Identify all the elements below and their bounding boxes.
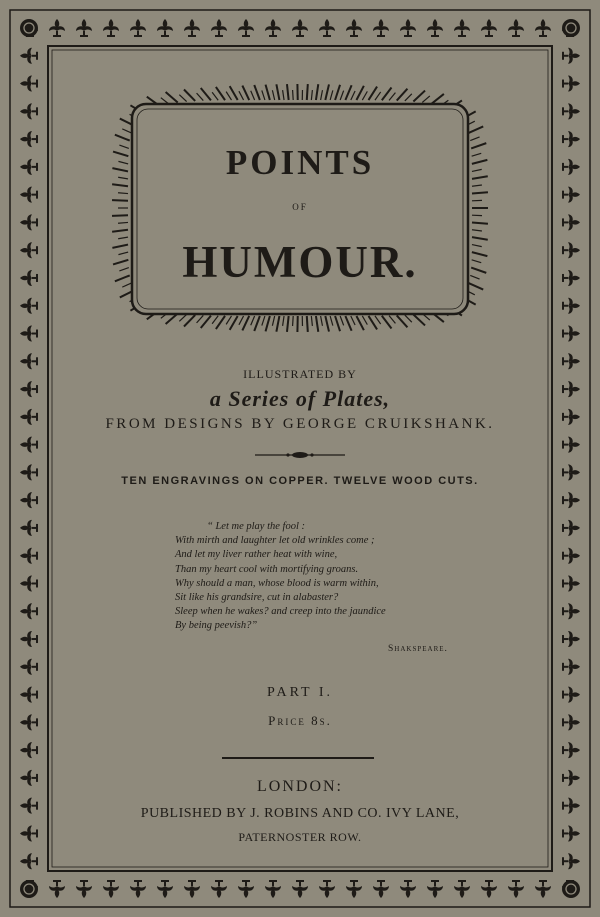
border-motif-icon bbox=[562, 187, 580, 203]
border-motif-icon bbox=[535, 880, 551, 898]
border-motif-icon bbox=[76, 880, 92, 898]
border-motif-icon bbox=[292, 19, 308, 37]
border-motif-icon bbox=[562, 603, 580, 619]
border-motif-icon bbox=[346, 19, 362, 37]
border-motif-icon bbox=[20, 103, 38, 119]
border-motif-icon bbox=[562, 103, 580, 119]
border-motif-icon bbox=[157, 19, 173, 37]
border-motif-icon bbox=[265, 880, 281, 898]
border-motif-icon bbox=[20, 437, 38, 453]
epigraph-line: Than my heart cool with mortifying groans. bbox=[175, 563, 359, 575]
border-motif-icon bbox=[184, 880, 200, 898]
designs-by: FROM DESIGNS BY GEORGE CRUIKSHANK. bbox=[105, 416, 495, 432]
epigraph-line: Sit like his grandsire, cut in alabaster? bbox=[175, 592, 339, 604]
border-motif-icon bbox=[481, 880, 497, 898]
border-motif-icon bbox=[427, 19, 443, 37]
imprint-street: PATERNOSTER ROW. bbox=[238, 830, 362, 844]
border-motif-icon bbox=[265, 19, 281, 37]
border-motif-icon bbox=[562, 214, 580, 230]
border-motif-icon bbox=[562, 631, 580, 647]
border-motif-icon bbox=[562, 492, 580, 508]
title-line-1: POINTS bbox=[225, 143, 375, 182]
border-motif-icon bbox=[20, 853, 38, 869]
border-motif-icon bbox=[20, 603, 38, 619]
border-motif-icon bbox=[562, 548, 580, 564]
border-motif-icon bbox=[562, 437, 580, 453]
border-motif-icon bbox=[508, 880, 524, 898]
border-motif-icon bbox=[130, 880, 146, 898]
border-motif-icon bbox=[454, 880, 470, 898]
border-motif-icon bbox=[562, 853, 580, 869]
border-motif-icon bbox=[400, 880, 416, 898]
border-motif-icon bbox=[20, 76, 38, 92]
title-of: OF bbox=[292, 202, 308, 212]
part-number: PART I. bbox=[266, 685, 334, 700]
border-motif-icon bbox=[20, 298, 38, 314]
border-motif-icon bbox=[292, 880, 308, 898]
epigraph-author: Shakspeare. bbox=[388, 644, 448, 654]
border-motif-icon bbox=[373, 880, 389, 898]
epigraph-line: By being peevish?” bbox=[175, 620, 258, 632]
title-line-2: HUMOUR. bbox=[182, 237, 418, 287]
border-motif-icon bbox=[211, 880, 227, 898]
border-motif-icon bbox=[103, 19, 119, 37]
epigraph bbox=[175, 520, 465, 634]
border-motif-icon bbox=[20, 520, 38, 536]
epigraph-line: Sleep when he wakes? and creep into the jaundice bbox=[175, 606, 386, 618]
border-motif-icon bbox=[20, 742, 38, 758]
border-motif-icon bbox=[20, 187, 38, 203]
border-motif-icon bbox=[535, 19, 551, 37]
border-motif-icon bbox=[20, 214, 38, 230]
border-motif-icon bbox=[157, 880, 173, 898]
price: Price 8s. bbox=[268, 713, 332, 728]
border-motif-icon bbox=[319, 880, 335, 898]
border-motif-icon bbox=[238, 19, 254, 37]
border-motif-icon bbox=[373, 19, 389, 37]
border-motif-icon bbox=[454, 19, 470, 37]
epigraph-line: With mirth and laughter let old wrinkles come ; bbox=[175, 535, 375, 547]
border-motif-icon bbox=[238, 880, 254, 898]
border-motif-icon bbox=[76, 19, 92, 37]
border-motif-icon bbox=[319, 19, 335, 37]
border-motif-icon bbox=[427, 880, 443, 898]
border-motif-icon bbox=[20, 659, 38, 675]
border-motif-icon bbox=[130, 19, 146, 37]
border-motif-icon bbox=[562, 76, 580, 92]
border-motif-icon bbox=[400, 19, 416, 37]
engravings-line: TEN ENGRAVINGS ON COPPER. TWELVE WOOD CUTS. bbox=[121, 475, 479, 487]
border-motif-icon bbox=[346, 880, 362, 898]
imprint-city: LONDON: bbox=[257, 778, 343, 795]
border-motif-icon bbox=[211, 19, 227, 37]
border-motif-icon bbox=[49, 19, 65, 37]
border-motif-icon bbox=[49, 880, 65, 898]
border-motif-icon bbox=[20, 548, 38, 564]
border-motif-icon bbox=[562, 659, 580, 675]
border-motif-icon bbox=[562, 520, 580, 536]
border-motif-icon bbox=[562, 326, 580, 342]
ornament-rule-icon bbox=[255, 450, 345, 460]
border-motif-icon bbox=[562, 742, 580, 758]
epigraph-line: Why should a man, whose blood is warm within, bbox=[175, 577, 379, 589]
border-motif-icon bbox=[20, 326, 38, 342]
border-motif-icon bbox=[508, 19, 524, 37]
border-motif-icon bbox=[184, 19, 200, 37]
divider bbox=[222, 757, 374, 759]
border-motif-icon bbox=[20, 48, 38, 64]
border-motif-icon bbox=[20, 575, 38, 591]
border-motif-icon bbox=[562, 298, 580, 314]
epigraph-line: “ Let me play the fool : bbox=[207, 521, 305, 532]
border-motif-icon bbox=[20, 631, 38, 647]
border-motif-icon bbox=[103, 880, 119, 898]
border-motif-icon bbox=[20, 492, 38, 508]
illustrated-by: ILLUSTRATED BY bbox=[243, 367, 357, 381]
epigraph-line: And let my liver rather heat with wine, bbox=[175, 549, 338, 561]
series-of-plates: a Series of Plates, bbox=[209, 386, 391, 411]
border-motif-icon bbox=[562, 575, 580, 591]
border-motif-icon bbox=[481, 19, 497, 37]
imprint-publisher: PUBLISHED BY J. ROBINS AND CO. IVY LANE, bbox=[140, 806, 460, 821]
border-motif-icon bbox=[562, 48, 580, 64]
